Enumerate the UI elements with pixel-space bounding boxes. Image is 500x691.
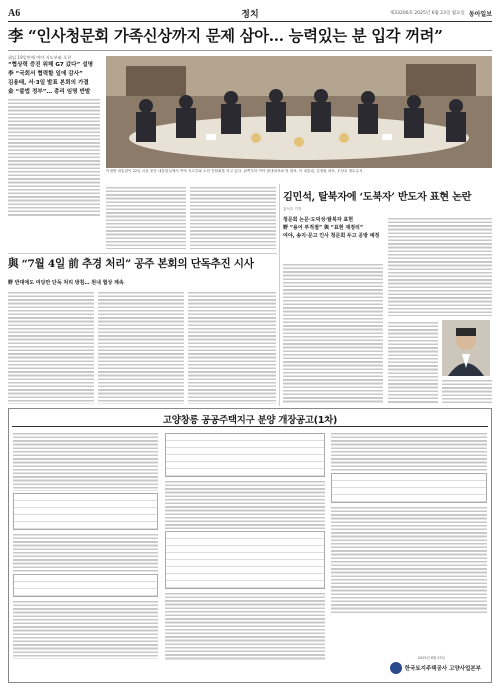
ad-table-4 bbox=[165, 531, 325, 589]
photo-caption: 이재명 대통령이 22일 서울 용산 대통령실에서 여야 지도부와 오찬 간담회를 하고 있다. 왼쪽부터 여야 원내대표와 당 대표, 이 대통령, 김성원 대표, 우상호 정무수석. bbox=[106, 169, 364, 173]
ad-logo bbox=[390, 662, 481, 674]
right-body-col-4 bbox=[442, 378, 492, 404]
main-subhead-4: 金 “불법 정부”… 총리 임명 반발 bbox=[8, 89, 91, 96]
second-subhead-wrap bbox=[8, 278, 276, 288]
ad-rule bbox=[12, 426, 488, 427]
page-number: A6 bbox=[8, 7, 21, 19]
main-left-column bbox=[8, 55, 100, 251]
right-subhead-1: 청문회 논문·도덕성·탈북자 표현 bbox=[283, 217, 354, 223]
right-headline: 김민석, 탈북자에 ‘도북자’ 반도자 표현 논란 bbox=[283, 191, 472, 203]
ad-table-3 bbox=[165, 433, 325, 477]
second-body-col-3 bbox=[188, 290, 276, 404]
second-body-col-2 bbox=[98, 290, 184, 404]
lh-logo-icon bbox=[390, 662, 402, 674]
right-byline: 홍석호 기자 bbox=[283, 207, 302, 211]
page-header bbox=[8, 6, 492, 20]
right-body-col-1 bbox=[283, 262, 383, 404]
section-title: 정치 bbox=[241, 9, 259, 20]
ad-col-2 bbox=[165, 431, 325, 676]
right-body-col-3 bbox=[388, 320, 438, 404]
ad-table-2 bbox=[13, 574, 158, 597]
header-rule bbox=[8, 21, 492, 22]
second-subhead: 野 반대에도 여당만 단독 처리 방침… 원내 협상 계속 bbox=[8, 280, 124, 286]
ad-org: 한국토지주택공사 고양사업본부 bbox=[404, 666, 481, 672]
right-subheads bbox=[283, 216, 383, 261]
paper-name: 동아일보 bbox=[468, 10, 492, 18]
portrait-photo bbox=[442, 320, 490, 376]
main-kicker: 취임 19일만에 여야 지도부와 오찬 bbox=[8, 55, 72, 60]
main-subhead-2: 李 “국회서 협력할 일에 감사” bbox=[8, 71, 83, 78]
main-headline: 李 “인사청문회 가족신상까지 문제 삼아… 능력있는 분 입각 꺼려” bbox=[8, 27, 443, 45]
ad-date: 2025년 6월 23일 bbox=[417, 656, 445, 660]
right-subhead-3: 여야, 송지·문고 인사 청문회 두고 공방 예정 bbox=[283, 233, 380, 239]
second-body-col-1 bbox=[8, 290, 94, 404]
ad-table-1 bbox=[13, 493, 158, 530]
ad-col-3 bbox=[331, 431, 487, 631]
advertisement bbox=[8, 408, 492, 683]
main-subhead-1: “협상력 증진 위해 G7 갔다” 설명 bbox=[8, 62, 94, 69]
article-divider bbox=[8, 253, 277, 254]
main-body-col-2 bbox=[106, 185, 186, 249]
column-divider bbox=[279, 184, 280, 406]
ad-title: 고양창릉 공공주택지구 분양 개장공고(1차) bbox=[162, 415, 338, 426]
main-subhead-3: 김용태, 서·3일 발표 본회의 가결 bbox=[8, 80, 89, 87]
ad-col-1 bbox=[13, 431, 158, 676]
headline-rule bbox=[8, 50, 492, 51]
main-body-text bbox=[8, 97, 100, 217]
main-body-col-3 bbox=[190, 185, 276, 249]
main-photo bbox=[106, 56, 492, 168]
right-subhead-2: 野 “용어 부적절” 與 “표현 재정리” bbox=[283, 225, 364, 231]
issue-meta: 제33206호 2025년 6월 23일 월요일 bbox=[389, 11, 465, 16]
second-headline: 與 “7월 4일 前 추경 처리” 공주 본회의 단독추진 시사 bbox=[8, 258, 254, 270]
right-body-col-2 bbox=[388, 216, 492, 316]
right-byline-wrap bbox=[283, 207, 492, 215]
ad-table-5 bbox=[331, 473, 487, 503]
